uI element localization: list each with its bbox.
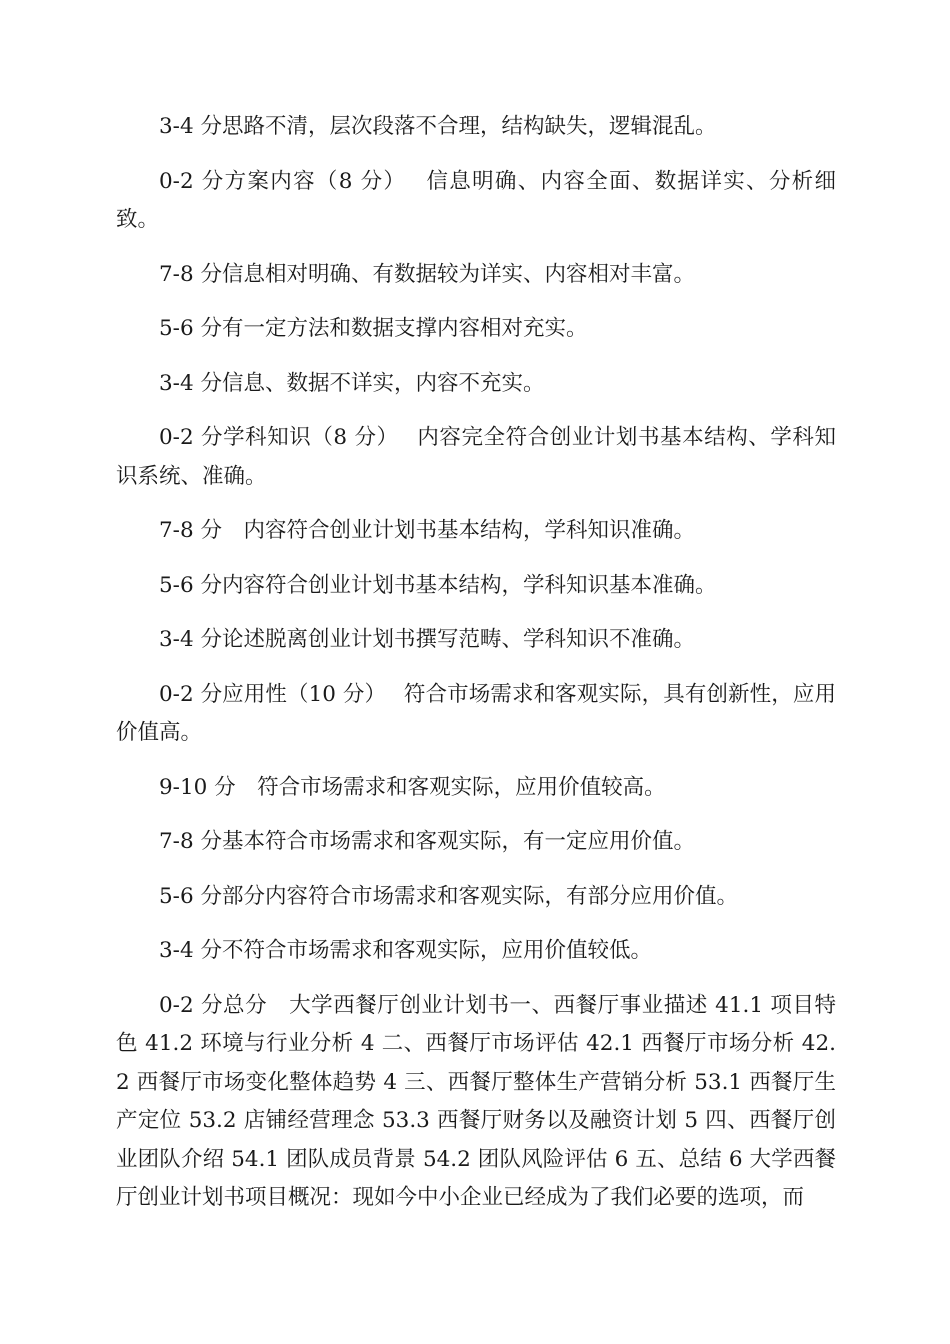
paragraph: 0-2 分学科知识（8 分） 内容完全符合创业计划书基本结构、学科知识系统、准确。 [116,425,836,489]
paragraph: 5-6 分有一定方法和数据支撑内容相对充实。 [159,316,588,341]
paragraph: 3-4 分论述脱离创业计划书撰写范畴、学科知识不准确。 [159,627,695,652]
document-body [116,108,836,1234]
paragraph: 5-6 分部分内容符合市场需求和客观实际，有部分应用价值。 [159,883,738,909]
paragraph: 3-4 分信息、数据不详实，内容不充实。 [159,370,545,396]
paragraph: 5-6 分内容符合创业计划书基本结构，学科知识基本准确。 [159,572,717,598]
paragraph: 7-8 分信息相对明确、有数据较为详实、内容相对丰富。 [159,261,695,287]
paragraph: 0-2 分应用性（10 分） 符合市场需求和客观实际，具有创新性，应用价值高。 [116,681,836,745]
paragraph: 7-8 分基本符合市场需求和客观实际，有一定应用价值。 [159,829,695,854]
paragraph: 7-8 分 内容符合创业计划书基本结构，学科知识准确。 [159,518,695,543]
paragraph: 3-4 分思路不清，层次段落不合理，结构缺失，逻辑混乱。 [159,114,717,139]
paragraph: 9-10 分 符合市场需求和客观实际，应用价值较高。 [159,774,666,800]
paragraph: 0-2 分总分 大学西餐厅创业计划书一、西餐厅事业描述 41.1 项目特色 41.2 环境与行业分析 4 二、西餐厅市场评估 42.1 西餐厅市场分析 42.2 西餐厅市场变化整体趋势 4 三、西餐厅整体生产营销分析 53.1 西餐厅生产定位 53.2 店铺经营理念 53.3 西餐厅财务以及融资计划 5 四、西餐厅创业团队介绍 54.1 团队成员背景 54.2 团队风险评估 6 五、总结 6 大学西餐厅创业计划书项目概况：现如今中小企业已经成为了我们必要的选项，而 [116,992,836,1210]
paragraph: 0-2 分方案内容（8 分） 信息明确、内容全面、数据详实、分析细致。 [116,168,836,232]
paragraph: 3-4 分不符合市场需求和客观实际，应用价值较低。 [159,938,652,963]
